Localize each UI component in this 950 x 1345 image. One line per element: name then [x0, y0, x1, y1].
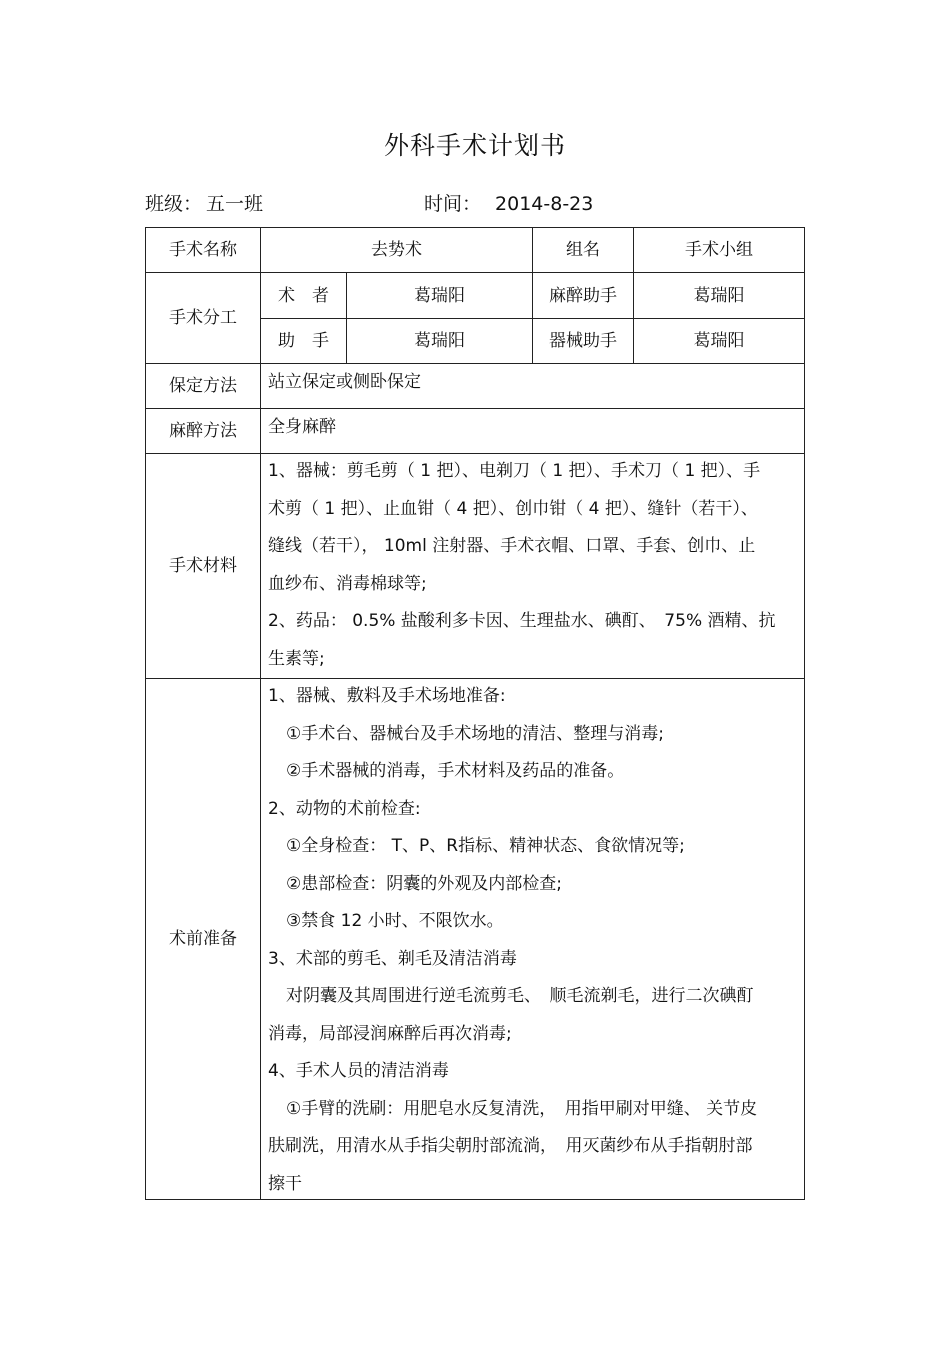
anesthesia-value: 全身麻醉: [268, 417, 336, 437]
restraint-value: 站立保定或侧卧保定: [268, 372, 421, 392]
preparation-label: 术前准备: [169, 929, 237, 949]
restraint-label: 保定方法: [169, 376, 237, 396]
materials-label: 手术材料: [169, 556, 237, 576]
division-label: 手术分工: [169, 308, 237, 328]
table-border-right: [804, 227, 805, 1200]
preparation-content: [268, 678, 798, 1203]
preparation-line: ②患部检查：阴囊的外观及内部检查;: [286, 873, 562, 894]
preparation-line: 消毒，局部浸润麻醉后再次消毒;: [268, 1023, 512, 1044]
instrument-assistant-value: 葛瑞阳: [693, 331, 745, 351]
group-label: 组名: [566, 240, 600, 260]
date-value: 2014-8-23: [495, 193, 594, 215]
surgery-name-value: 去势术: [371, 240, 422, 260]
preparation-line: 2、动物的术前检查:: [268, 798, 421, 819]
materials-content: [268, 453, 798, 678]
anesthesia-label: 麻醉方法: [169, 421, 237, 441]
preparation-line: 肤刷洗，用清水从手指尖朝肘部流淌， 用灭菌纱布从手指朝肘部: [268, 1136, 753, 1156]
materials-line: 生素等;: [268, 648, 325, 669]
materials-line: 缝线（若干）， 10ml 注射器、手术衣帽、口罩、手套、创巾、止: [268, 536, 756, 556]
materials-line: 1、器械：剪毛剪（ 1 把）、电剃刀（ 1 把）、手术刀（ 1 把）、手: [268, 461, 761, 481]
assistant-value: 葛瑞阳: [414, 331, 465, 351]
anesthesia-assistant-label: 麻醉助手: [549, 285, 617, 306]
table-col-divider: [260, 227, 261, 1200]
preparation-line: 1、器械、敷料及手术场地准备:: [268, 686, 506, 706]
surgeon-label: 术 者: [278, 285, 329, 306]
preparation-line: 对阴囊及其周围进行逆毛流剪毛、 顺毛流剃毛，进行二次碘酊: [286, 986, 754, 1006]
instrument-assistant-label: 器械助手: [549, 331, 617, 351]
surgeon-value: 葛瑞阳: [414, 285, 465, 306]
preparation-line: ①手臂的洗刷：用肥皂水反复清洗， 用指甲刷对甲缝、 关节皮: [286, 1098, 758, 1119]
anesthesia-assistant-value: 葛瑞阳: [693, 285, 745, 306]
preparation-line: 4、手术人员的清洁消毒: [268, 1061, 449, 1081]
preparation-line: 擦干: [268, 1173, 302, 1194]
date-label: 时间：: [424, 193, 482, 215]
preparation-line: ①全身检查： T、P、R指标、精神状态、食欲情况等;: [286, 836, 685, 856]
materials-line: 术剪（ 1 把）、止血钳（ 4 把）、创巾钳（ 4 把）、缝针（若干）、: [268, 498, 758, 519]
class-value: 五一班: [206, 193, 264, 215]
preparation-line: ②手术器械的消毒，手术材料及药品的准备。: [286, 761, 625, 781]
preparation-line: 3、术部的剪毛、剃毛及清洁消毒: [268, 948, 517, 969]
materials-line: 血纱布、消毒棉球等;: [268, 573, 427, 594]
surgery-name-label: 手术名称: [169, 240, 237, 260]
preparation-line: ①手术台、器械台及手术场地的清洁、整理与消毒;: [286, 723, 664, 744]
materials-line: 2、药品： 0.5% 盐酸利多卡因、生理盐水、碘酊、 75% 酒精、抗: [268, 611, 776, 631]
group-value: 手术小组: [685, 240, 753, 260]
document-title: 外科手术计划书: [383, 131, 566, 160]
class-label: 班级：: [145, 193, 203, 215]
preparation-line: ③禁食 12 小时、不限饮水。: [286, 911, 504, 931]
assistant-label: 助 手: [278, 331, 329, 351]
